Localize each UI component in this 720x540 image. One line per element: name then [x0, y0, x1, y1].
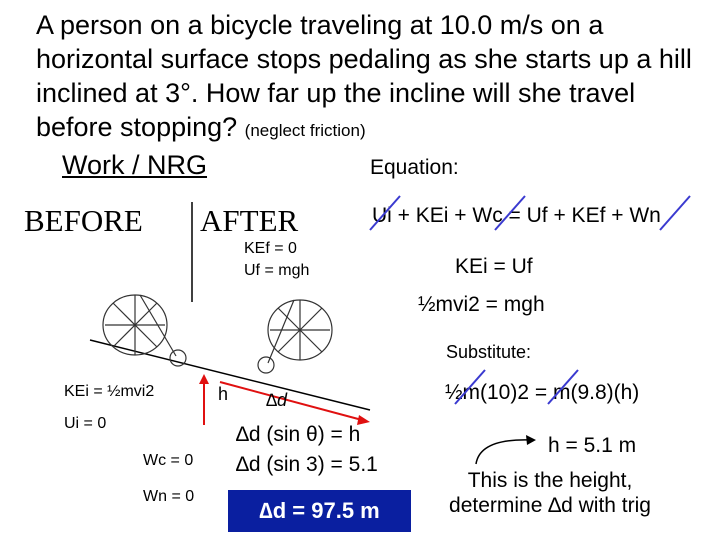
- h-label: h: [218, 384, 229, 404]
- before-heading: BEFORE: [24, 203, 143, 238]
- after-heading: AFTER: [200, 203, 299, 238]
- d-label: ∆d: [266, 390, 288, 410]
- h-arrow: [199, 374, 209, 384]
- wc-value: Wc = 0: [143, 452, 194, 469]
- after-uf: Uf = mgh: [244, 262, 310, 279]
- bicycle-after-icon: [258, 300, 332, 373]
- work-nrg-heading: Work / NRG: [62, 150, 208, 180]
- answer-box: ∆d = 97.5 m: [228, 490, 411, 532]
- strike-marks: [360, 190, 720, 240]
- reduced-equation: KEi = Uf: [455, 255, 533, 278]
- problem-statement: [36, 8, 696, 148]
- before-kei: KEi = ½mvi2: [64, 383, 155, 400]
- problem-text: A person on a bicycle traveling at 10.0 m/s on a horizontal surface stops pedaling as she starts up a hill inclined at 3°. How far up the incline will she travel before stopping?: [36, 10, 692, 142]
- before-ui: Ui = 0: [64, 415, 107, 432]
- problem-note: (neglect friction): [244, 121, 366, 140]
- incline-diagram: [70, 270, 400, 430]
- energy-equation: Ui + KEi + Wc = Uf + KEf + Wn: [372, 204, 661, 227]
- trig-equation-1: ∆d (sin θ) = h: [236, 423, 361, 446]
- incline-line: [90, 340, 370, 410]
- bicycle-before-icon: [103, 295, 186, 366]
- h-result: h = 5.1 m: [548, 434, 637, 457]
- curved-arrow: [470, 428, 550, 468]
- substituted-equation: ½m(10)2 = m(9.8)(h): [445, 381, 640, 404]
- after-kef: KEf = 0: [244, 240, 297, 257]
- wn-value: Wn = 0: [143, 488, 195, 505]
- equation-heading: Equation:: [370, 156, 459, 179]
- substitute-heading: Substitute:: [446, 342, 532, 362]
- trig-note: This is the height, determine ∆d with trig: [449, 469, 651, 517]
- half-mv-equation: ½mvi2 = mgh: [418, 293, 545, 316]
- trig-equation-2: ∆d (sin 3) = 5.1: [236, 453, 378, 476]
- cancel-m-marks: [440, 362, 680, 412]
